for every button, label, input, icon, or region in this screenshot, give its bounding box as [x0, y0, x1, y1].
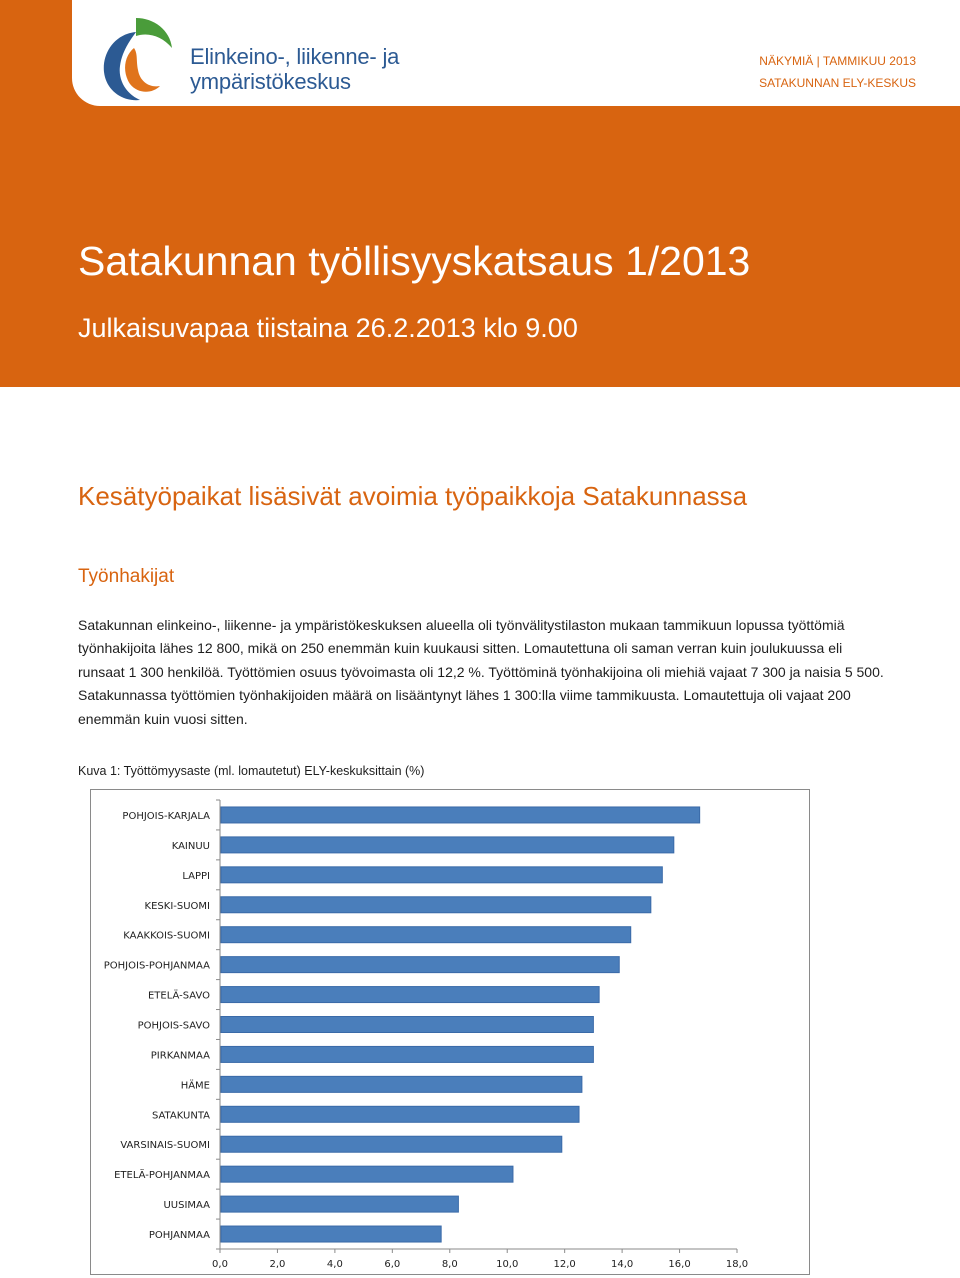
bar-uusimaa [221, 1196, 458, 1212]
bar-pirkanmaa [221, 1046, 593, 1062]
x-tick-label: 2,0 [269, 1259, 286, 1270]
bar-kainuu [221, 837, 674, 853]
logo [72, 0, 424, 106]
unemployment-bar-chart [91, 790, 809, 1274]
x-tick-label: 8,0 [441, 1259, 458, 1270]
logo-line-2: ympäristökeskus [190, 69, 351, 94]
publication-series: NÄKYMIÄ | TAMMIKUU 2013 [759, 54, 916, 68]
bar-etelä-savo [221, 987, 599, 1003]
body-paragraph: Satakunnan elinkeino-, liikenne- ja ympäristökeskuksen alueella oli työnvälitystilaston mukaan tammikuun lopussa työttömiä työnhakijoita lähes 12 800, mikä on 250 enemmän kuin kuukausi sitten. Lomautettuna oli saman verran kuin joulukuussa eli runsaat 1 300 henkilöä. Työttömien osuus työvoimasta oli 12,2 %. Työttöminä työnhakijoina oli miehiä vajaat 7 300 ja naisia 5 500. Satakunnassa työttömien työnhakijoiden määrä on lisääntynyt lähes 1 300:lla viime tammikuusta. Lomautettuja oli vajaat 200 enemmän kuin vuosi sitten. [78, 617, 884, 727]
publisher-name: SATAKUNNAN ELY-KESKUS [759, 76, 916, 90]
x-tick-label: 14,0 [610, 1259, 634, 1270]
category-label: POHJANMAA [148, 1230, 210, 1242]
category-label: ETELÄ-POHJANMAA [114, 1170, 210, 1182]
x-tick-label: 10,0 [496, 1259, 519, 1270]
x-tick-label: 16,0 [668, 1259, 691, 1270]
category-label: KAAKKOIS-SUOMI [123, 930, 210, 942]
category-label: UUSIMAA [163, 1200, 210, 1212]
header-meta-area [424, 0, 960, 106]
figure-caption: Kuva 1: Työttömyysaste (ml. lomautetut) ELY-keskuksittain (%) [78, 764, 425, 778]
chart-frame [90, 789, 810, 1275]
category-label: POHJOIS-SAVO [137, 1020, 210, 1032]
bar-etelä-pohjanmaa [221, 1166, 513, 1182]
bar-häme [221, 1076, 582, 1092]
category-label: SATAKUNTA [151, 1110, 210, 1122]
category-label: VARSINAIS-SUOMI [120, 1140, 210, 1152]
bar-pohjois-karjala [221, 807, 700, 823]
article-headline: Kesätyöpaikat lisäsivät avoimia työpaikkoja Satakunnassa [78, 481, 748, 511]
x-tick-label: 12,0 [553, 1259, 576, 1270]
header-meta [759, 50, 916, 94]
bar-pohjois-pohjanmaa [221, 957, 619, 973]
bar-satakunta [221, 1106, 579, 1122]
category-label: PIRKANMAA [150, 1050, 210, 1062]
category-label: LAPPI [182, 870, 210, 882]
ely-keskus-logo-icon [96, 14, 176, 104]
category-label: HÄME [180, 1080, 210, 1092]
bar-kaakkois-suomi [221, 927, 631, 943]
category-label: KAINUU [171, 840, 210, 852]
document-subtitle: Julkaisuvapaa tiistaina 26.2.2013 klo 9.00 [78, 313, 578, 343]
category-label: KESKI-SUOMI [144, 900, 210, 912]
bar-lappi [221, 867, 662, 883]
document-title: Satakunnan työllisyyskatsaus 1/2013 [78, 238, 751, 284]
x-tick-label: 4,0 [326, 1259, 343, 1270]
bar-pohjois-savo [221, 1017, 593, 1033]
logo-text [190, 44, 399, 94]
category-label: POHJOIS-POHJANMAA [103, 960, 210, 972]
category-label: ETELÄ-SAVO [147, 990, 210, 1002]
logo-line-1: Elinkeino-, liikenne- ja [190, 44, 400, 69]
bar-keski-suomi [221, 897, 651, 913]
x-tick-label: 18,0 [725, 1259, 749, 1270]
section-heading: Työnhakijat [78, 566, 175, 587]
bar-pohjanmaa [221, 1226, 441, 1242]
bar-varsinais-suomi [221, 1136, 562, 1152]
category-label: POHJOIS-KARJALA [122, 810, 210, 822]
x-tick-label: 0,0 [212, 1259, 228, 1270]
x-tick-label: 6,0 [384, 1259, 401, 1270]
